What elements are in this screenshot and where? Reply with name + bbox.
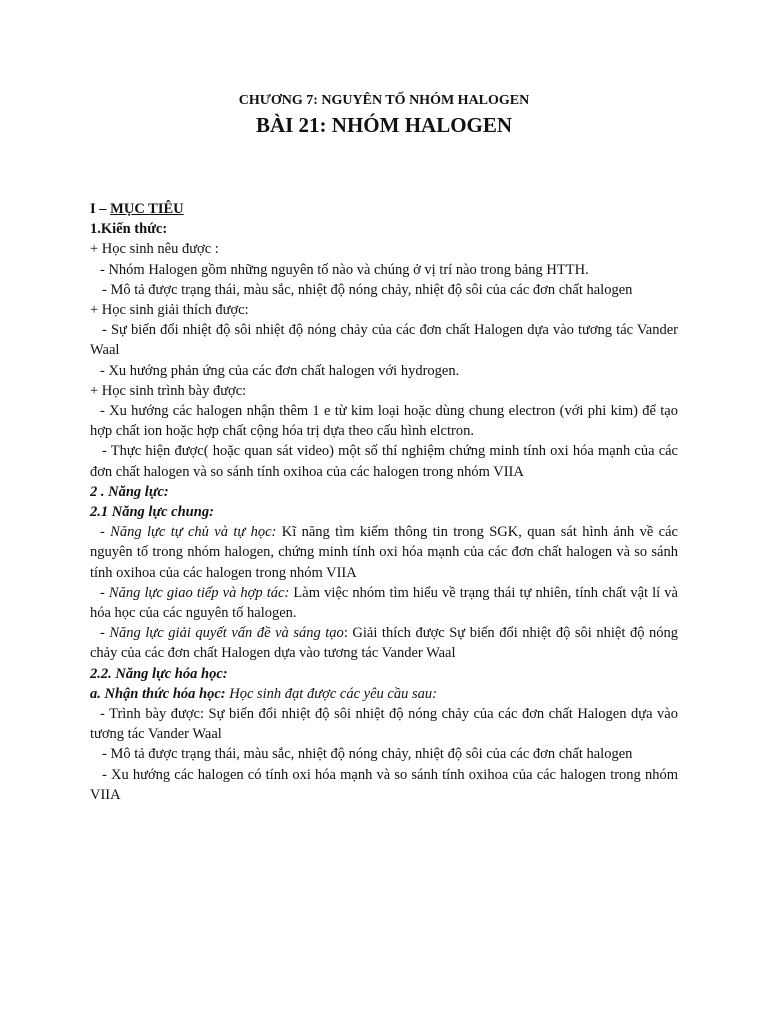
section-title: MỤC TIÊU [110,201,184,217]
competency-label: - Năng lực tự chủ và tự học: [100,524,277,541]
competency-text: Kĩ năng tìm kiếm thông tin trong SGK, quan sát hình ảnh về các nguyên tố trong nhóm halogen, chứng minh tính oxi hóa mạnh của các đơn chất halogen và so sánh tính oxihoa của các halogen trong nhóm VIIA [90,524,678,581]
awareness-text: Học sinh đạt được các yêu cầu sau: [225,685,437,702]
competency-heading: 2 . Năng lực: [90,483,169,500]
knowledge-item: - Mô tả được trạng thái, màu sắc, nhiệt độ nóng chảy, nhiệt độ sôi của các đơn chất halogen [102,281,633,298]
knowledge-item: - Nhóm Halogen gồm những nguyên tố nào và chúng ở vị trí nào trong bảng HTTH. [100,261,589,278]
knowledge-intro-1: + Học sinh nêu được : [90,241,219,258]
competency-item [90,623,678,663]
competency-label: - Năng lực giao tiếp và hợp tác: [100,584,290,601]
competency-item [90,522,678,583]
knowledge-heading: 1.Kiến thức: [90,221,168,238]
awareness-item: - Xu hướng các halogen có tính oxi hóa mạnh và so sánh tính oxihoa của các halogen trong nhóm VIIA [90,766,678,803]
lesson-title: BÀI 21: NHÓM HALOGEN [255,113,513,137]
chemistry-awareness-line [90,684,678,704]
knowledge-intro-3: + Học sinh trình bày được: [90,382,247,399]
knowledge-intro-2: + Học sinh giải thích được: [90,302,249,319]
awareness-item: - Mô tả được trạng thái, màu sắc, nhiệt độ nóng chảy, nhiệt độ sôi của các đơn chất halogen [102,746,633,763]
general-competency-heading: 2.1 Năng lực chung: [90,504,214,521]
competency-text: Làm việc nhóm tìm hiểu về trạng thái tự nhiên, tính chất vật lí và hóa học của các nguyên tố halogen. [90,584,678,622]
chemistry-competency-heading: 2.2. Năng lực hóa học: [90,665,228,682]
knowledge-item: - Sự biến đổi nhiệt độ sôi nhiệt độ nóng chảy của các đơn chất Halogen dựa vào tương tác Vander Waal [90,322,678,359]
chapter-title: CHƯƠNG 7: NGUYÊN TỐ NHÓM HALOGEN [238,93,530,108]
competency-text: : Giải thích được Sự biến đổi nhiệt độ sôi nhiệt độ nóng chảy của các đơn chất Halogen dựa vào tương tác Vander Waal [90,625,678,662]
knowledge-item: - Thực hiện được( hoặc quan sát video) một số thí nghiệm chứng minh tính oxi hóa mạnh của các đơn chất halogen và so sánh tính oxihoa của các halogen trong nhóm VIIA [90,443,678,480]
knowledge-item: - Xu hướng phản ứng của các đơn chất halogen với hydrogen. [100,362,460,379]
section-prefix: I – [90,201,111,217]
knowledge-item: - Xu hướng các halogen nhận thêm 1 e từ kim loại hoặc dùng chung electron (với phi kim) để tạo hợp chất ion hoặc hợp chất cộng hóa trị dựa theo cấu hình elctron. [90,403,678,440]
awareness-label: a. Nhận thức hóa học: [90,685,226,702]
document-body [90,199,678,805]
competency-item [90,583,678,623]
competency-label: - Năng lực giải quyết vấn đề và sáng tạo [100,625,344,642]
awareness-item: - Trình bày được: Sự biến đổi nhiệt độ sôi nhiệt độ nóng chảy của các đơn chất Halogen dựa vào tương tác Vander Waal [90,706,678,743]
section-heading-objectives [90,199,678,219]
